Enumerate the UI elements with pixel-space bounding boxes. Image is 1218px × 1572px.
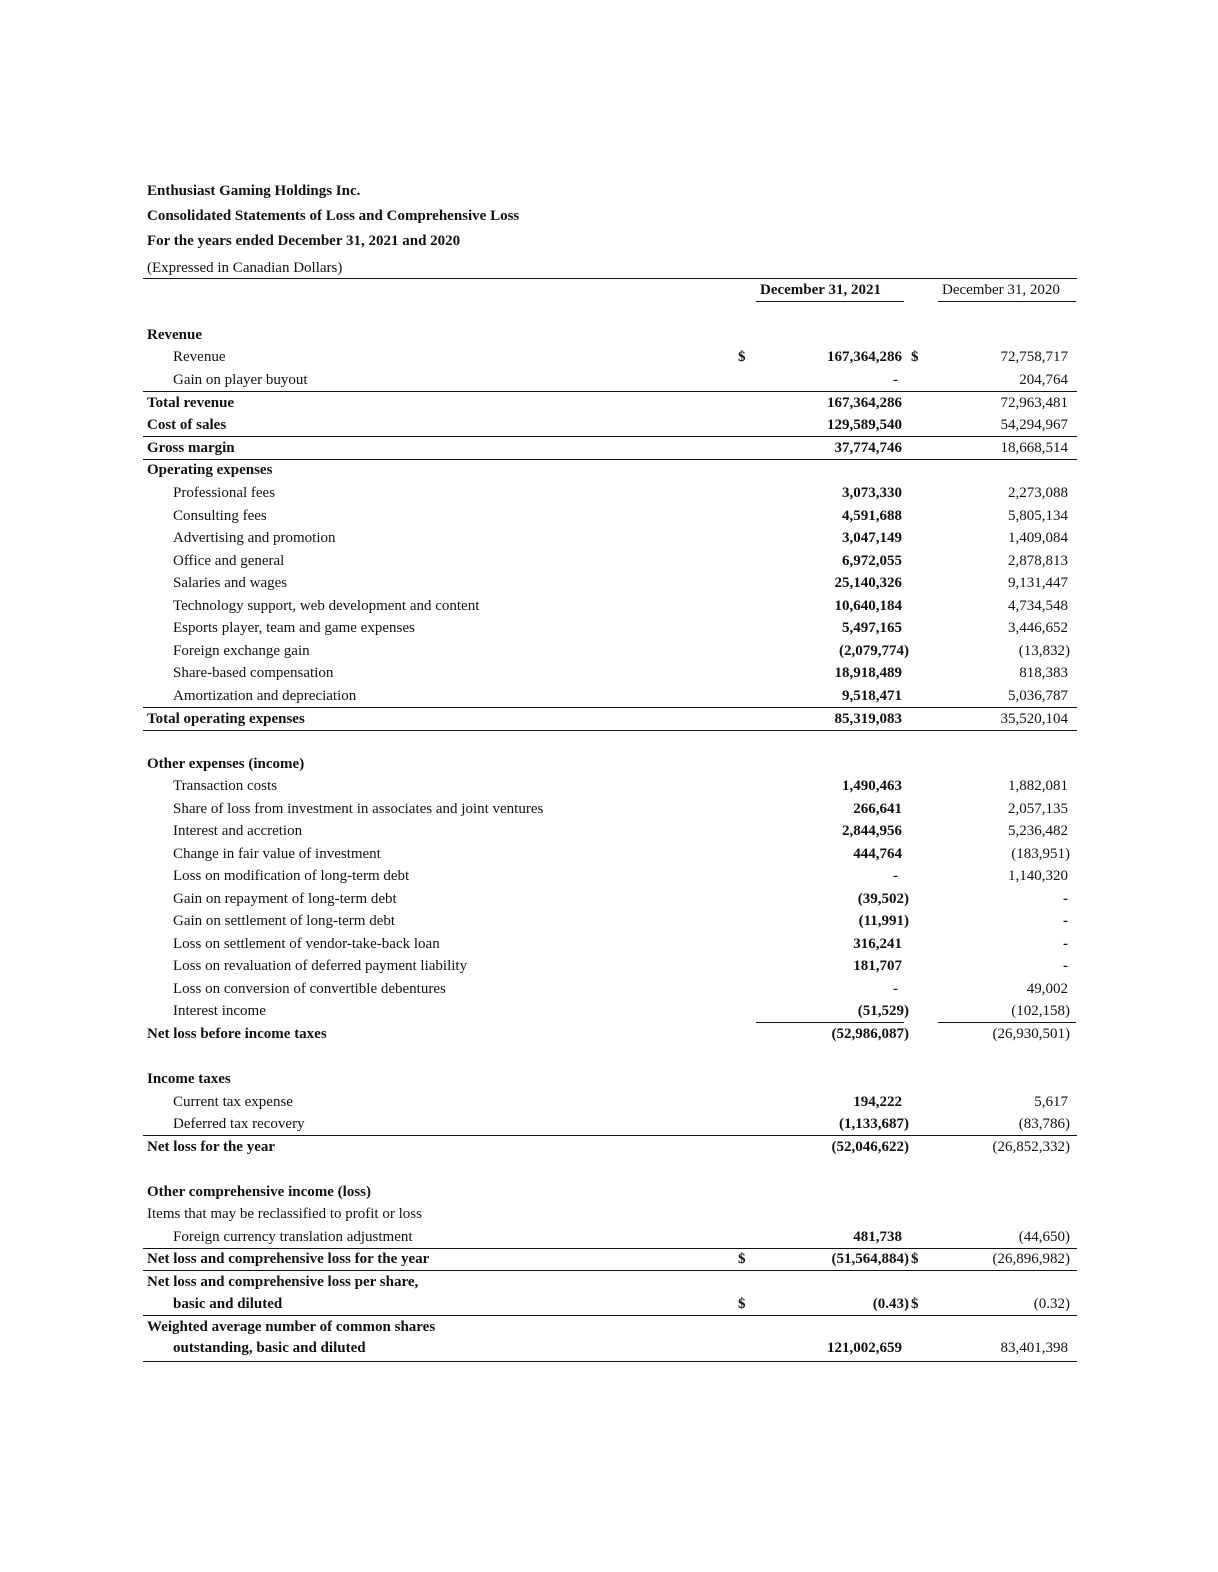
- value-2021: 181,707: [853, 958, 902, 974]
- value-2021: 3,047,149: [842, 530, 902, 546]
- value-2020: -: [1063, 913, 1068, 929]
- row-label: basic and diluted: [173, 1296, 283, 1312]
- value-2020: 3,446,652: [1008, 620, 1068, 636]
- row-label: Net loss and comprehensive loss for the year: [147, 1251, 430, 1267]
- value-2021: 481,738: [853, 1229, 902, 1245]
- statement-row: [0, 868, 1218, 890]
- column-header-2021-underline: [756, 301, 904, 302]
- row-label: Interest and accretion: [173, 823, 303, 839]
- value-2020: 1,140,320: [1008, 868, 1068, 884]
- value-2020: (83,786): [1018, 1116, 1070, 1132]
- rule-after-gain-on-player-buyout: [143, 391, 1077, 392]
- value-2020: -: [1063, 891, 1068, 907]
- value-2020: 72,963,481: [1000, 395, 1068, 411]
- column-header-2020-underline: [938, 301, 1076, 302]
- currency-symbol-2020: $: [911, 349, 919, 365]
- value-2020: 35,520,104: [1000, 711, 1068, 727]
- value-2021: 1,490,463: [842, 778, 902, 794]
- statement-row: [0, 327, 1218, 349]
- value-2021: (39,502): [857, 891, 909, 907]
- rule-after-weighted-average: [143, 1361, 1077, 1362]
- rule-after-deferred-tax: [143, 1135, 1077, 1136]
- rule-after-interest-income-2021: [756, 1022, 904, 1023]
- rule-after-amortization: [143, 707, 1077, 708]
- statement-row: [0, 1340, 1218, 1362]
- row-label: Items that may be reclassified to profit or loss: [147, 1206, 422, 1222]
- company-name: Enthusiast Gaming Holdings Inc.: [147, 183, 361, 199]
- value-2020: (102,158): [1011, 1003, 1070, 1019]
- value-2021: (2,079,774): [839, 643, 909, 659]
- value-2020: 204,764: [1019, 372, 1068, 388]
- value-2020: 5,617: [1034, 1094, 1068, 1110]
- statement-row: [0, 981, 1218, 1003]
- value-2020: 1,882,081: [1008, 778, 1068, 794]
- statement-row: [0, 620, 1218, 642]
- statement-row: [0, 1139, 1218, 1161]
- row-label: Loss on revaluation of deferred payment liability: [173, 958, 468, 974]
- statement-row: [0, 958, 1218, 980]
- rule-after-cost-of-sales: [143, 436, 1077, 437]
- value-2021: 18,918,489: [834, 665, 902, 681]
- value-2020: -: [1063, 936, 1068, 952]
- statement-row: [0, 575, 1218, 597]
- value-2020: 2,273,088: [1008, 485, 1068, 501]
- value-2020: (26,896,982): [992, 1251, 1070, 1267]
- value-2021: 2,844,956: [842, 823, 902, 839]
- statement-row: [0, 1094, 1218, 1116]
- statement-row: [0, 1319, 1218, 1341]
- value-2021: 6,972,055: [842, 553, 902, 569]
- row-label: Professional fees: [173, 485, 276, 501]
- row-label: Change in fair value of investment: [173, 846, 381, 862]
- row-label: Loss on modification of long-term debt: [173, 868, 410, 884]
- row-label: Esports player, team and game expenses: [173, 620, 415, 636]
- value-2021: 194,222: [853, 1094, 902, 1110]
- value-2020: (26,852,332): [992, 1139, 1070, 1155]
- row-label: Net loss and comprehensive loss per share,: [147, 1274, 419, 1290]
- row-label: Revenue: [173, 349, 226, 365]
- statement-row: [0, 756, 1218, 778]
- value-2020: (26,930,501): [992, 1026, 1070, 1042]
- row-label: Income taxes: [147, 1071, 231, 1087]
- row-label: Technology support, web development and content: [173, 598, 480, 614]
- rule-after-fx-translation: [143, 1248, 1077, 1249]
- statement-row: [0, 665, 1218, 687]
- row-label: Operating expenses: [147, 462, 273, 478]
- row-label: Gross margin: [147, 440, 235, 456]
- statement-row: [0, 1026, 1218, 1048]
- row-label: Foreign currency translation adjustment: [173, 1229, 413, 1245]
- value-2020: 5,236,482: [1008, 823, 1068, 839]
- row-label: Advertising and promotion: [173, 530, 336, 546]
- row-label: Other comprehensive income (loss): [147, 1184, 371, 1200]
- statement-row: [0, 349, 1218, 371]
- value-2020: (13,832): [1018, 643, 1070, 659]
- value-2021: 266,641: [853, 801, 902, 817]
- row-label: Total operating expenses: [147, 711, 305, 727]
- row-label: Net loss for the year: [147, 1139, 276, 1155]
- row-label: Total revenue: [147, 395, 235, 411]
- value-2020: 4,734,548: [1008, 598, 1068, 614]
- value-2020: 818,383: [1019, 665, 1068, 681]
- value-2021: -: [893, 372, 898, 388]
- currency-symbol-2020: $: [911, 1251, 919, 1267]
- value-2021: 129,589,540: [827, 417, 902, 433]
- statement-row: [0, 395, 1218, 417]
- statement-row: [0, 891, 1218, 913]
- statement-row: [0, 913, 1218, 935]
- rule-after-per-share: [143, 1315, 1077, 1316]
- row-label: Share of loss from investment in associates and joint ventures: [173, 801, 544, 817]
- statement-row: [0, 508, 1218, 530]
- statement-row: [0, 1071, 1218, 1093]
- statement-row: [0, 846, 1218, 868]
- value-2021: (52,986,087): [831, 1026, 909, 1042]
- value-2020: 5,805,134: [1008, 508, 1068, 524]
- statement-row: [0, 1184, 1218, 1206]
- row-label: Cost of sales: [147, 417, 227, 433]
- row-label: Gain on player buyout: [173, 372, 308, 388]
- value-2021: (1,133,687): [839, 1116, 909, 1132]
- value-2020: 9,131,447: [1008, 575, 1068, 591]
- value-2020: 1,409,084: [1008, 530, 1068, 546]
- statement-row: [0, 485, 1218, 507]
- row-label: Gain on settlement of long-term debt: [173, 913, 396, 929]
- value-2020: 83,401,398: [1000, 1340, 1068, 1356]
- value-2020: 18,668,514: [1000, 440, 1068, 456]
- statement-row: [0, 823, 1218, 845]
- value-2021: (51,564,884): [831, 1251, 909, 1267]
- value-2021: 4,591,688: [842, 508, 902, 524]
- value-2020: (44,650): [1018, 1229, 1070, 1245]
- value-2021: 9,518,471: [842, 688, 902, 704]
- statement-row: [0, 530, 1218, 552]
- value-2021: 10,640,184: [834, 598, 902, 614]
- value-2021: (51,529): [857, 1003, 909, 1019]
- value-2020: 72,758,717: [1000, 349, 1068, 365]
- statement-period: For the years ended December 31, 2021 and 2020: [147, 233, 461, 249]
- column-header-2020: December 31, 2020: [942, 282, 1060, 298]
- row-label: Office and general: [173, 553, 285, 569]
- value-2021: -: [893, 981, 898, 997]
- rule-after-total-operating-expenses: [143, 730, 1077, 731]
- statement-row: [0, 462, 1218, 484]
- value-2021: 316,241: [853, 936, 902, 952]
- value-2021: 444,764: [853, 846, 902, 862]
- statement-row: [0, 643, 1218, 665]
- value-2020: (183,951): [1011, 846, 1070, 862]
- value-2020: (0.32): [1033, 1296, 1070, 1312]
- value-2021: -: [893, 868, 898, 884]
- value-2021: 3,073,330: [842, 485, 902, 501]
- value-2021: 85,319,083: [834, 711, 902, 727]
- statement-row: [0, 778, 1218, 800]
- row-label: Other expenses (income): [147, 756, 305, 772]
- row-label: Foreign exchange gain: [173, 643, 310, 659]
- rule-after-net-comprehensive-loss: [143, 1270, 1077, 1271]
- header-rule: [143, 278, 1077, 279]
- row-label: Deferred tax recovery: [173, 1116, 305, 1132]
- currency-symbol-2021: $: [738, 1251, 746, 1267]
- currency-note: (Expressed in Canadian Dollars): [147, 260, 343, 276]
- value-2020: 2,057,135: [1008, 801, 1068, 817]
- statement-row: [0, 598, 1218, 620]
- row-label: Weighted average number of common shares: [147, 1319, 436, 1335]
- value-2021: 5,497,165: [842, 620, 902, 636]
- value-2020: 49,002: [1026, 981, 1068, 997]
- statement-title: Consolidated Statements of Loss and Comprehensive Loss: [147, 208, 520, 224]
- currency-symbol-2020: $: [911, 1296, 919, 1312]
- row-label: Loss on conversion of convertible debentures: [173, 981, 446, 997]
- currency-symbol-2021: $: [738, 349, 746, 365]
- statement-row: [0, 936, 1218, 958]
- rule-after-gross-margin: [143, 459, 1077, 460]
- value-2021: 25,140,326: [834, 575, 902, 591]
- value-2021: 167,364,286: [827, 349, 902, 365]
- value-2020: 2,878,813: [1008, 553, 1068, 569]
- value-2021: (0.43): [872, 1296, 909, 1312]
- row-label: Loss on settlement of vendor-take-back loan: [173, 936, 440, 952]
- statement-row: [0, 801, 1218, 823]
- column-header-2021: December 31, 2021: [760, 282, 881, 298]
- row-label: outstanding, basic and diluted: [173, 1340, 366, 1356]
- value-2021: (52,046,622): [831, 1139, 909, 1155]
- row-label: Amortization and depreciation: [173, 688, 357, 704]
- value-2020: 5,036,787: [1008, 688, 1068, 704]
- currency-symbol-2021: $: [738, 1296, 746, 1312]
- row-label: Share-based compensation: [173, 665, 334, 681]
- rule-after-interest-income-2020: [938, 1022, 1076, 1023]
- value-2020: -: [1063, 958, 1068, 974]
- row-label: Current tax expense: [173, 1094, 293, 1110]
- value-2021: 167,364,286: [827, 395, 902, 411]
- row-label: Interest income: [173, 1003, 266, 1019]
- row-label: Revenue: [147, 327, 202, 343]
- row-label: Transaction costs: [173, 778, 278, 794]
- value-2021: (11,991): [858, 913, 909, 929]
- statement-row: [0, 1206, 1218, 1228]
- row-label: Salaries and wages: [173, 575, 288, 591]
- statement-row: [0, 1274, 1218, 1296]
- row-label: Net loss before income taxes: [147, 1026, 327, 1042]
- statement-row: [0, 553, 1218, 575]
- value-2021: 121,002,659: [827, 1340, 902, 1356]
- row-label: Gain on repayment of long-term debt: [173, 891, 397, 907]
- value-2021: 37,774,746: [834, 440, 902, 456]
- value-2020: 54,294,967: [1000, 417, 1068, 433]
- row-label: Consulting fees: [173, 508, 267, 524]
